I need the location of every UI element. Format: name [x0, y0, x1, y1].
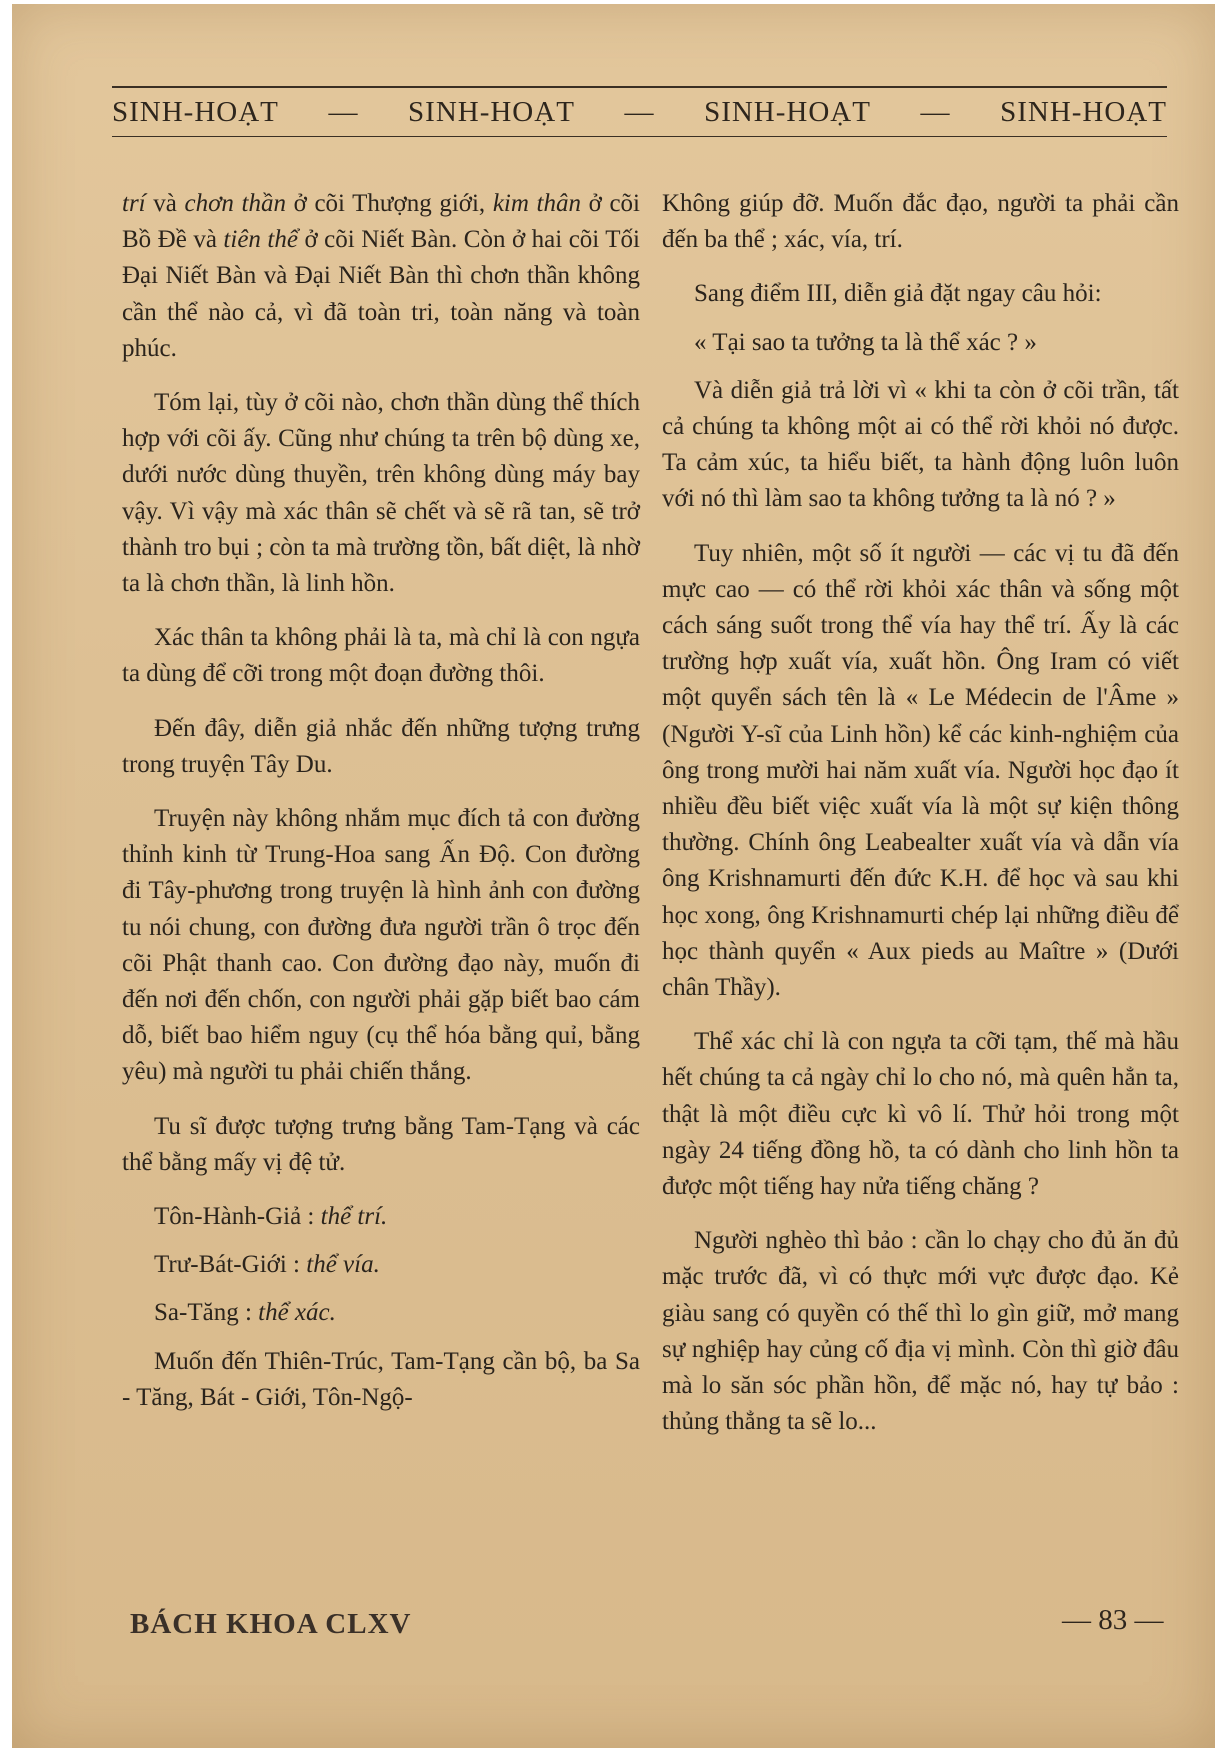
right-column	[662, 186, 1179, 1459]
paragraph: Truyện này không nhắm mục đích tả con đường thỉnh kinh từ Trung-Hoa sang Ấn Độ. Con đường đi Tây-phương trong truyện là hình ảnh con đường tu nói chung, con đường đưa người trần ô trọc đến cõi Phật thanh cao. Con đường đạo này, muốn đi đến nơi đến chốn, con người phải gặp biết bao cám dỗ, biết bao hiểm nguy (cụ thể hóa bằng quỉ, bằng yêu) mà người tu phải chiến thắng.	[122, 805, 640, 1086]
paragraph: Tu sĩ được tượng trưng bằng Tam-Tạng và các thể bằng mấy vị đệ tử.	[122, 1112, 640, 1176]
header-section-1: SINH-HOẠT	[112, 95, 279, 128]
paragraph: Xác thân ta không phải là ta, mà chỉ là con ngựa ta dùng để cỡi trong một đoạn đường thôi.	[122, 624, 640, 688]
header-section-3: SINH-HOẠT	[704, 95, 871, 128]
paragraph: Tóm lại, tùy ở cõi nào, chơn thần dùng thể thích hợp với cõi ấy. Cũng như chúng ta trên bộ dùng xe, dưới nước dùng thuyền, trên không dùng máy bay vậy. Vì vậy mà xác thân sẽ chết và sẽ rã tan, sẽ trở thành tro bụi ; còn ta mà trường tồn, bất diệt, là nhờ ta là chơn thần, là linh hồn.	[122, 389, 640, 598]
header-dash-3: —	[920, 95, 951, 128]
header-dash-2: —	[624, 95, 655, 128]
disciple-item: Trư-Bát-Giới : thể vía.	[154, 1251, 380, 1279]
disciple-item: Sa-Tăng : thể xác.	[154, 1299, 336, 1327]
header-section-2: SINH-HOẠT	[408, 95, 575, 128]
paragraph: Sang điểm III, diễn giả đặt ngay câu hỏi:	[694, 280, 1102, 308]
header-section-4: SINH-HOẠT	[1000, 95, 1167, 128]
paragraph: Muốn đến Thiên-Trúc, Tam-Tạng cần bộ, ba Sa - Tăng, Bát - Giới, Tôn-Ngộ-	[122, 1347, 640, 1411]
magazine-page	[12, 4, 1215, 1748]
left-column	[122, 186, 640, 1434]
magazine-issue: BÁCH KHOA CLXV	[130, 1608, 412, 1640]
running-header	[112, 92, 1167, 132]
header-bottom-rule	[112, 136, 1167, 137]
paragraph: Không giúp đỡ. Muốn đắc đạo, người ta phải cần đến ba thể ; xác, vía, trí.	[662, 190, 1179, 254]
header-dash-1: —	[328, 95, 359, 128]
header-top-rule	[112, 86, 1167, 88]
paragraph: Thể xác chỉ là con ngựa ta cỡi tạm, thế mà hầu hết chúng ta cả ngày chỉ lo cho nó, mà quên hẳn ta, thật là một điều cực kì vô lí. Thử hỏi trong một ngày 24 tiếng đồng hồ, ta có dành cho linh hồn ta được một tiếng hay nửa tiếng chăng ?	[662, 1028, 1179, 1201]
paragraph: Tuy nhiên, một số ít người — các vị tu đã đến mực cao — có thể rời khỏi xác thân và sống một cách sáng suốt trong thể vía hay thể trí. Ấy là các trường hợp xuất vía, xuất hồn. Ông Iram có viết một quyển sách tên là « Le Médecin de l'Âme » (Người Y-sĩ của Linh hồn) kể các kinh-nghiệm của ông trong mười hai năm xuất vía. Người học đạo ít nhiều đều biết việc xuất vía là một sự kiện thông thường. Chính ông Leabealter xuất vía và dẫn vía ông Krishnamurti đến đức K.H. để học và sau khi học xong, ông Krishnamurti chép lại những điều để học thành quyển « Aux pieds au Maître » (Dưới chân Thầy).	[662, 539, 1179, 1002]
paragraph: trí và chơn thần ở cõi Thượng giới, kim thân ở cõi Bồ Đề và tiên thể ở cõi Niết Bàn. Còn ở hai cõi Tối Đại Niết Bàn và Đại Niết Bàn thì chơn thần không cần thể nào cả, vì đã toàn tri, toàn năng và toàn phúc.	[122, 190, 641, 362]
quote-question: « Tại sao ta tưởng ta là thể xác ? »	[694, 328, 1037, 356]
paragraph: Người nghèo thì bảo : cần lo chạy cho đủ ăn đủ mặc trước đã, vì có thực mới vực được đạo. Kẻ giàu sang có quyền có thế thì lo gìn giữ, mở mang sự nghiệp hay củng cố địa vị mình. Còn thì giờ đâu mà lo săn sóc phần hồn, để mặc nó, hay tự bảo : thủng thẳng ta sẽ lo...	[662, 1227, 1179, 1436]
paragraph: Đến đây, diễn giả nhắc đến những tượng trưng trong truyện Tây Du.	[122, 714, 640, 778]
page-number: — 83 —	[1062, 1604, 1164, 1636]
disciple-item: Tôn-Hành-Giả : thể trí.	[154, 1203, 388, 1231]
paragraph: Và diễn giả trả lời vì « khi ta còn ở cõi trần, tất cả chúng ta không một ai có thể rời khỏi nó được. Ta cảm xúc, ta hiểu biết, ta hành động luôn luôn với nó thì làm sao ta không tưởng ta là nó ? »	[662, 376, 1179, 513]
